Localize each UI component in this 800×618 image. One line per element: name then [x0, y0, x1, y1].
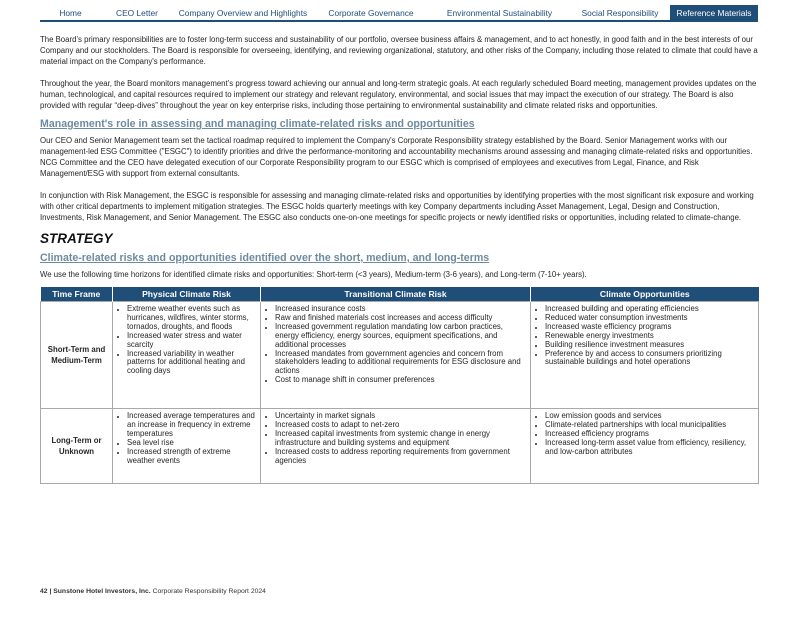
list-item: • Increased water stress and water scarcity: [127, 332, 257, 350]
list-item: • Increased government regulation mandating low carbon practices, energy efficiency, energy sources, equipment specifications, and additional processes: [275, 323, 527, 350]
list-item: • Increased costs to address reporting requirements from government agencies: [275, 448, 527, 466]
footer-separator: |: [47, 588, 54, 595]
list-item: • Sea level rise: [127, 439, 257, 448]
list-item: • Increased capital investments from systemic change in energy infrastructure and building systems and equipment: [275, 430, 527, 448]
physical-cell: [113, 409, 261, 484]
transitional-cell: [261, 409, 531, 484]
list-item: • Preference by and access to consumers prioritizing sustainable buildings and hotel operations: [545, 350, 755, 368]
list-item: • Increased strength of extreme weather events: [127, 448, 257, 466]
header-opportunities: Climate Opportunities: [531, 287, 759, 302]
table-header-row: [41, 287, 759, 302]
list-item: • Increased costs to adapt to net-zero: [275, 421, 527, 430]
list-item: • Increased long-term asset value from efficiency, resiliency, and low-carbon attributes: [545, 439, 755, 457]
nav-item-reference-materials[interactable]: Reference Materials: [670, 5, 758, 20]
opportunities-list: [531, 305, 755, 367]
top-navigation: [40, 5, 758, 22]
physical-cell: [113, 302, 261, 409]
list-item: • Increased building and operating efficiencies: [545, 305, 755, 314]
page-footer: [40, 588, 266, 595]
opportunities-list: [531, 412, 755, 457]
list-item: • Building resilience investment measures: [545, 341, 755, 350]
footer-company: Sunstone Hotel Investors, Inc.: [53, 588, 151, 595]
list-item: • Uncertainty in market signals: [275, 412, 527, 421]
list-item: • Raw and finished materials cost increases and access difficulty: [275, 314, 527, 323]
list-item: • Increased insurance costs: [275, 305, 527, 314]
list-item: • Cost to manage shift in consumer preferences: [275, 376, 527, 385]
opportunities-cell: [531, 409, 759, 484]
time-frame-cell: Short-Term and Medium-Term: [41, 302, 113, 409]
list-item: • Increased average temperatures and an increase in frequency in extreme temperatures: [127, 412, 257, 439]
management-paragraph-1: Our CEO and Senior Management team set the tactical roadmap required to implement the Company's Corporate Responsibility strategy established by the Board. Senior Management works with our management-led ESG Committee ("ESGC") to identify priorities and drive the performance-monitoring and accountability mechanisms around assessing and managing climate-related risks and opportunities. NCG Committee and the CEO have delegated execution of our Corporate Responsibility program to our ESGC which is comprised of employees and executives from Legal, Finance, and Risk Management/ESG with support from external consultants.: [40, 136, 753, 178]
transitional-list: [261, 412, 527, 465]
physical-list: [113, 412, 257, 465]
nav-item-corporate-governance[interactable]: Corporate Governance: [328, 7, 414, 18]
footer-report-title: Corporate Responsibility Report 2024: [150, 588, 266, 595]
nav-item-environmental-sustainability[interactable]: Environmental Sustainability: [446, 7, 553, 18]
list-item: • Renewable energy investments: [545, 332, 755, 341]
transitional-list: [261, 305, 527, 385]
nav-item-ceo-letter[interactable]: CEO Letter: [116, 7, 158, 18]
table-row: [41, 302, 759, 409]
time-frame-cell: Long-Term or Unknown: [41, 409, 113, 484]
climate-risk-table: [40, 287, 759, 484]
time-horizons-paragraph: We use the following time horizons for identified climate risks and opportunities: Short-term (<3 years), Medium-term (3-6 years), and Long-term (7-10+ years).: [40, 270, 587, 279]
list-item: • Reduced water consumption investments: [545, 314, 755, 323]
management-paragraph-2: In conjunction with Risk Management, the ESGC is responsible for assessing and managing climate-related risks and opportunities by identifying properties with the most significant risk exposure and working with other critical departments to implement mitigation strategies. The ESGC holds quarterly meetings with key Company departments including Asset Management, Legal, Design and Construction, Investments, Risk Management, and Senior Management. The ESGC also conducts one-on-one meetings for specific projects or newly identified risks or opportunities, including related to climate-change.: [40, 191, 754, 222]
header-transitional-risk: Transitional Climate Risk: [261, 287, 531, 302]
opportunities-cell: [531, 302, 759, 409]
board-responsibilities-paragraph: The Board’s primary responsibilities are to foster long-term success and sustainability of our portfolio, oversee business affairs & management, and to act honestly, in good faith and in the best interests of our Company and our stockholders. The Board is responsible for overseeing, identifying, and reviewing organizational, statutory, and other risks of the Company, including those related to climate that could have a material impact on the Company's performance.: [40, 35, 758, 66]
nav-item-home[interactable]: Home: [59, 7, 82, 18]
list-item: • Climate-related partnerships with local municipalities: [545, 421, 755, 430]
list-item: • Increased efficiency programs: [545, 430, 755, 439]
list-item: • Increased variability in weather patterns for additional heating and cooling days: [127, 350, 257, 377]
table-row: [41, 409, 759, 484]
strategy-title: STRATEGY: [40, 231, 113, 246]
nav-item-social-responsibility[interactable]: Social Responsibility: [581, 7, 659, 18]
header-physical-risk: Physical Climate Risk: [113, 287, 261, 302]
board-monitoring-paragraph: Throughout the year, the Board monitors management’s progress toward achieving our annual and long-term strategic goals. At each regularly scheduled Board meeting, management provides updates on the human, technological, and capital resources required to implement our strategy and relevant regulatory, environmental, and social issues that may impact the execution of our strategy. The Board is also provided with regular “deep-dives” throughout the year on key enterprise risks, including those pertaining to environmental sustainability and climate related risks and opportunities.: [40, 79, 757, 110]
list-item: • Extreme weather events such as hurricanes, wildfires, winter storms, tornados, droughts, and floods: [127, 305, 257, 332]
climate-risks-heading: Climate-related risks and opportunities identified over the short, medium, and long-terms: [40, 252, 490, 264]
list-item: • Low emission goods and services: [545, 412, 755, 421]
nav-item-company-overview-and-highlights[interactable]: Company Overview and Highlights: [178, 7, 308, 18]
page-content: [40, 34, 758, 484]
physical-list: [113, 305, 257, 376]
transitional-cell: [261, 302, 531, 409]
header-time-frame: Time Frame: [41, 287, 113, 302]
list-item: • Increased waste efficiency programs: [545, 323, 755, 332]
page-number: 42: [40, 588, 48, 595]
list-item: • Increased mandates from government agencies and concern from stakeholders leading to additional requirements for ESG disclosure and actions: [275, 350, 527, 377]
management-role-heading: Management's role in assessing and managing climate-related risks and opportunities: [40, 118, 475, 130]
